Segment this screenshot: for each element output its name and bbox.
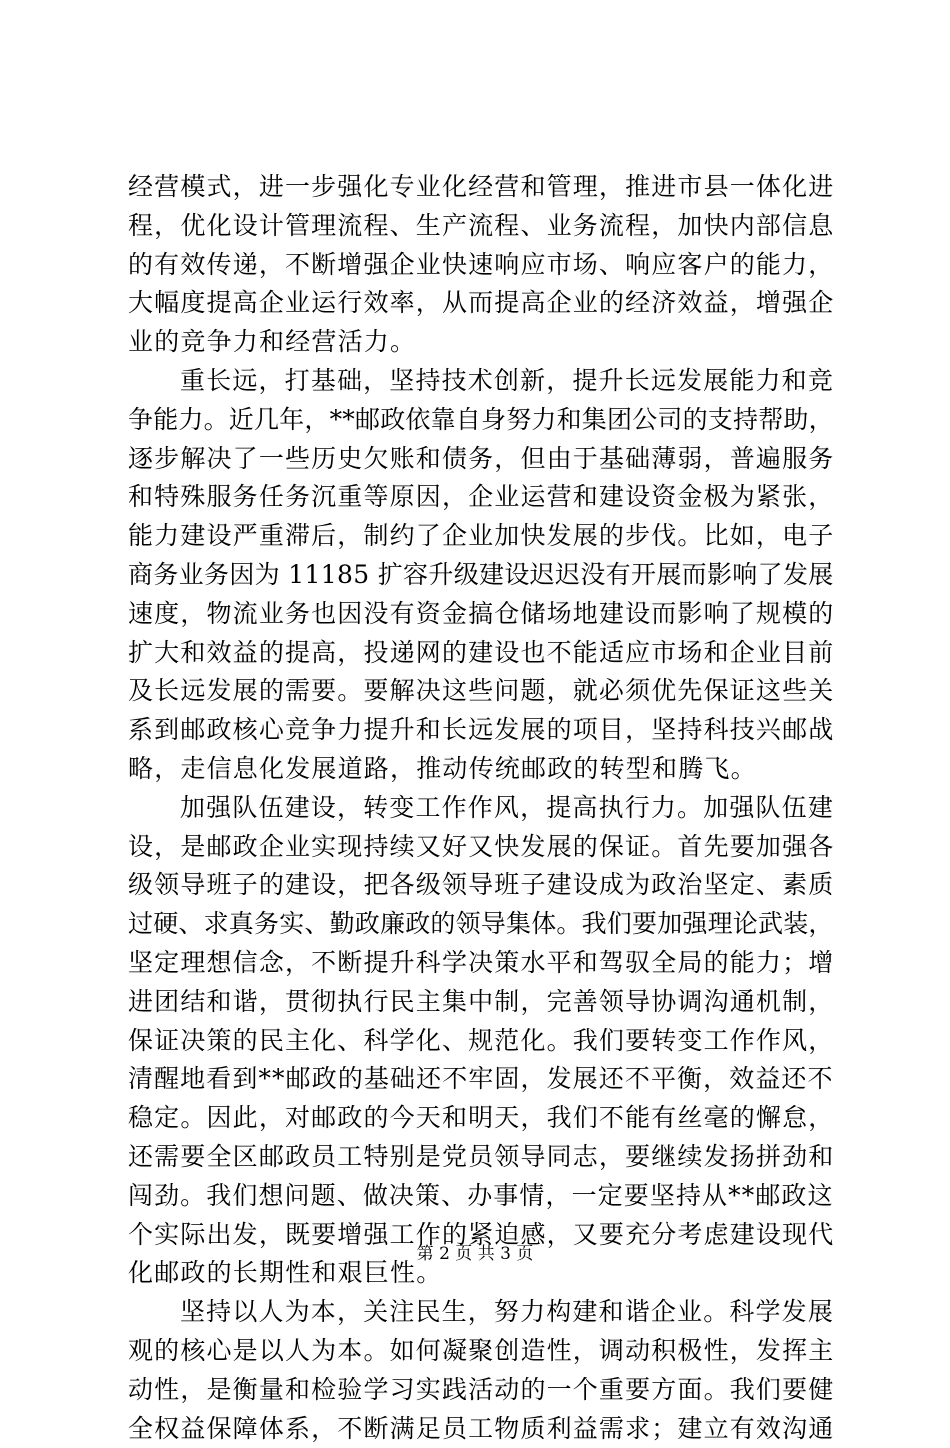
text-line: 经营模式，进一步强化专业化经营和管理，推进市县一体化进 (128, 168, 834, 207)
text-line: 大幅度提高企业运行效率，从而提高企业的经济效益，增强企 (128, 284, 834, 323)
text-line: 的有效传递，不断增强企业快速响应市场、响应客户的能力， (128, 246, 834, 285)
text-line: 化邮政的长期性和艰巨性。 (128, 1254, 834, 1293)
text-line: 商务业务因为 11185 扩容升级建设迟迟没有开展而影响了发展 (128, 556, 834, 595)
text-line: 清醒地看到**邮政的基础还不牢固，发展还不平衡，效益还不 (128, 1060, 834, 1099)
text-line: 还需要全区邮政员工特别是党员领导同志，要继续发扬拼劲和 (128, 1138, 834, 1177)
text-line: 坚持以人为本，关注民生，努力构建和谐企业。科学发展 (128, 1293, 834, 1332)
text-line: 重长远，打基础，坚持技术创新，提升长远发展能力和竞 (128, 362, 834, 401)
text-line: 保证决策的民主化、科学化、规范化。我们要转变工作作风， (128, 1022, 834, 1061)
text-line: 进团结和谐，贯彻执行民主集中制，完善领导协调沟通机制， (128, 983, 834, 1022)
text-line: 略，走信息化发展道路，推动传统邮政的转型和腾飞。 (128, 750, 834, 789)
text-line: 能力建设严重滞后，制约了企业加快发展的步伐。比如，电子 (128, 517, 834, 556)
page-footer: 第 2 页 共 3 页 (0, 1242, 950, 1266)
text-line: 和特殊服务任务沉重等原因，企业运营和建设资金极为紧张， (128, 478, 834, 517)
text-line: 系到邮政核心竞争力提升和长远发展的项目，坚持科技兴邮战 (128, 711, 834, 750)
text-line: 个实际出发，既要增强工作的紧迫感，又要充分考虑建设现代 (128, 1216, 834, 1255)
text-line: 稳定。因此，对邮政的今天和明天，我们不能有丝毫的懈怠， (128, 1099, 834, 1138)
text-line: 程，优化设计管理流程、生产流程、业务流程，加快内部信息 (128, 207, 834, 246)
text-line: 全权益保障体系，不断满足员工物质利益需求；建立有效沟通 (128, 1410, 834, 1448)
text-line: 争能力。近几年，**邮政依靠自身努力和集团公司的支持帮助， (128, 401, 834, 440)
text-line: 及长远发展的需要。要解决这些问题，就必须优先保证这些关 (128, 672, 834, 711)
text-line: 逐步解决了一些历史欠账和债务，但由于基础薄弱，普遍服务 (128, 440, 834, 479)
text-line: 加强队伍建设，转变工作作风，提高执行力。加强队伍建 (128, 789, 834, 828)
text-line: 速度，物流业务也因没有资金搞仓储场地建设而影响了规模的 (128, 595, 834, 634)
text-line: 设，是邮政企业实现持续又好又快发展的保证。首先要加强各 (128, 828, 834, 867)
text-line: 坚定理想信念，不断提升科学决策水平和驾驭全局的能力；增 (128, 944, 834, 983)
text-line: 过硬、求真务实、勤政廉政的领导集体。我们要加强理论武装， (128, 905, 834, 944)
text-line: 业的竞争力和经营活力。 (128, 323, 834, 362)
text-line: 扩大和效益的提高，投递网的建设也不能适应市场和企业目前 (128, 634, 834, 673)
text-line: 闯劲。我们想问题、做决策、办事情，一定要坚持从**邮政这 (128, 1177, 834, 1216)
text-line: 观的核心是以人为本。如何凝聚创造性，调动积极性，发挥主 (128, 1332, 834, 1371)
text-line: 动性，是衡量和检验学习实践活动的一个重要方面。我们要健 (128, 1371, 834, 1410)
text-line: 级领导班子的建设，把各级领导班子建设成为政治坚定、素质 (128, 866, 834, 905)
